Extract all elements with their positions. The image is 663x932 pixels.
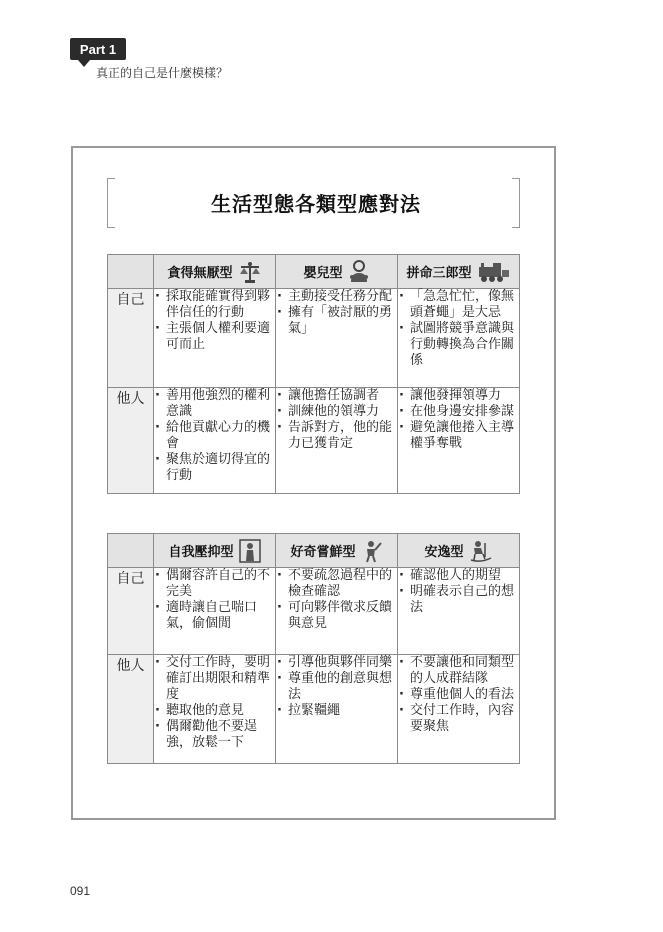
box-title: 生活型態各類型應對法 (211, 192, 421, 216)
list-item: · 不要疏忽過程中的檢查確認 (276, 568, 397, 600)
row-label: 自己 (108, 289, 154, 388)
title-bracket-right (512, 178, 520, 228)
table-cell (276, 655, 398, 764)
column-header-label: 自我壓抑型 (168, 545, 234, 560)
list-item: · 適時讓自己喘口氣，偷個閒 (154, 600, 275, 632)
train-icon (477, 261, 511, 283)
page-number: 091 (70, 884, 91, 898)
table-cell (398, 568, 520, 655)
table-cell (154, 655, 276, 764)
list-item: · 交付工作時，內容要聚焦 (398, 703, 519, 735)
column-header (276, 255, 398, 289)
column-header-label: 好奇嘗鮮型 (290, 545, 356, 560)
list-item: · 尊重他的創意與想法 (276, 671, 397, 703)
list-item: · 偶爾容許自己的不完美 (154, 568, 275, 600)
table-corner (108, 255, 154, 289)
list-item: · 避免讓他捲入主導權爭奪戰 (398, 420, 519, 452)
table-row (108, 388, 520, 494)
table-row (108, 655, 520, 764)
row-label: 他人 (108, 388, 154, 494)
list-item: · 確認他人的期望 (398, 568, 519, 584)
column-header (154, 534, 276, 568)
list-item: · 讓他發揮領導力 (398, 388, 519, 404)
list-item: · 試圖將競爭意識與行動轉換為合作關係 (398, 321, 519, 369)
list-item: · 擁有「被討厭的勇氣」 (276, 305, 397, 337)
life-style-table-1 (107, 254, 520, 494)
list-item: · 給他貢獻心力的機會 (154, 420, 275, 452)
running-head-title: 真正的自己是什麼模樣？ (96, 66, 229, 80)
table-cell (154, 568, 276, 655)
list-item: · 不要讓他和同類型的人成群結隊 (398, 655, 519, 687)
list-item: · 訓練他的領導力 (276, 404, 397, 420)
table-header-row (108, 534, 520, 568)
table-row (108, 289, 520, 388)
list-item: · 聽取他的意見 (154, 703, 275, 719)
column-header (398, 534, 520, 568)
list-item: · 引導他與夥伴同樂 (276, 655, 397, 671)
list-item: · 採取能確實得到夥伴信任的行動 (154, 289, 275, 321)
column-header-label: 拼命三郎型 (406, 266, 472, 281)
list-item: · 聚焦於適切得宜的行動 (154, 452, 275, 484)
table-cell (398, 289, 520, 388)
table-header-row (108, 255, 520, 289)
column-header (154, 255, 276, 289)
table-cell (276, 388, 398, 494)
column-header-label: 安逸型 (424, 545, 464, 560)
list-item: · 讓他擔任協調者 (276, 388, 397, 404)
list-item: · 拉緊韁繩 (276, 703, 397, 719)
list-item: · 善用他強烈的權利意識 (154, 388, 275, 420)
table-cell (154, 289, 276, 388)
list-item: · 「急急忙忙，像無頭蒼蠅」是大忌 (398, 289, 519, 321)
table-corner (108, 534, 154, 568)
list-item: · 尊重他個人的看法 (398, 687, 519, 703)
part-label: Part 1 (70, 38, 126, 60)
list-item: · 明確表示自己的想法 (398, 584, 519, 616)
list-item: · 主張個人權利要適可而止 (154, 321, 275, 353)
life-style-table-2 (107, 533, 520, 764)
column-header (276, 534, 398, 568)
list-item: · 偶爾勸他不要逞強，放鬆一下 (154, 719, 275, 751)
list-item: · 交付工作時，要明確訂出期限和精準度 (154, 655, 275, 703)
table-cell (276, 289, 398, 388)
row-label: 自己 (108, 568, 154, 655)
table-cell (398, 388, 520, 494)
confined-person-icon (239, 539, 261, 563)
column-header (398, 255, 520, 289)
baby-icon (348, 260, 370, 284)
list-item: · 在他身邊安排參謀 (398, 404, 519, 420)
row-label: 他人 (108, 655, 154, 764)
balance-scale-icon (238, 260, 262, 284)
column-header-label: 貪得無厭型 (167, 266, 233, 281)
column-header-label: 嬰兒型 (303, 266, 343, 281)
table-cell (398, 655, 520, 764)
curious-person-icon (361, 539, 383, 563)
list-item: · 可向夥伴徵求反饋與意見 (276, 600, 397, 632)
title-bracket-left (107, 178, 115, 228)
table-cell (154, 388, 276, 494)
table-cell (276, 568, 398, 655)
rocking-chair-icon (469, 539, 493, 563)
table-row (108, 568, 520, 655)
list-item: · 主動接受任務分配 (276, 289, 397, 305)
list-item: · 告訴對方，他的能力已獲肯定 (276, 420, 397, 452)
